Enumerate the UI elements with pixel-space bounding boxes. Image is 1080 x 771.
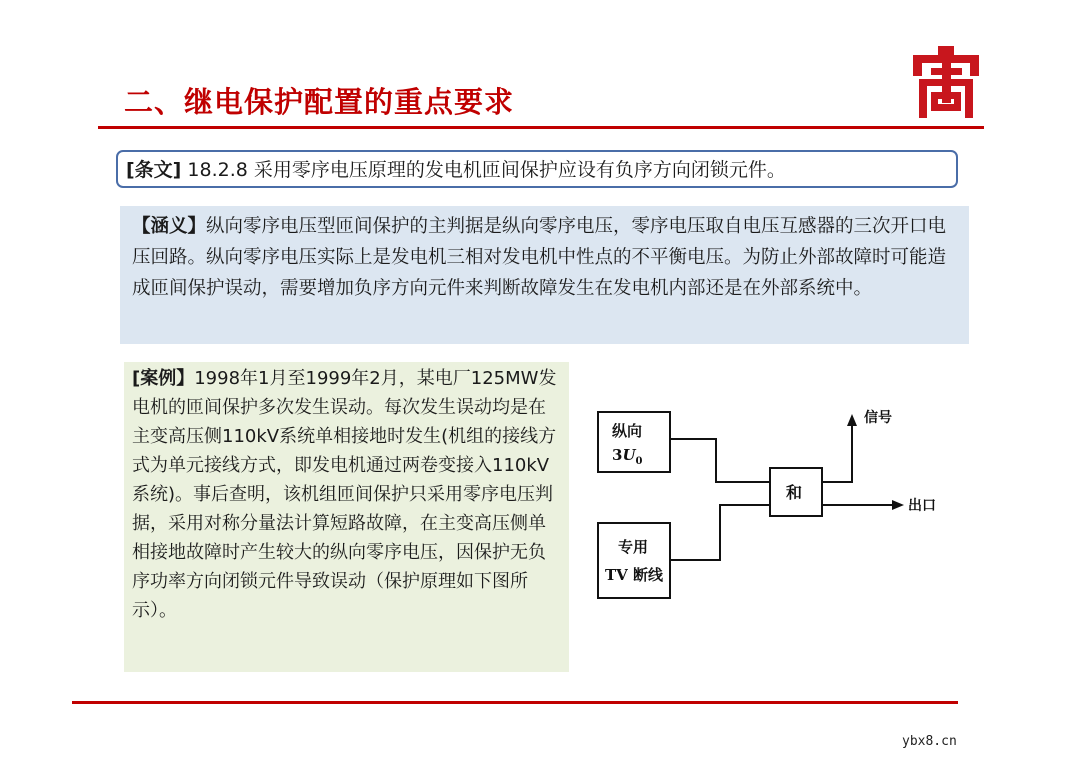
case-tag: [案例】 <box>132 368 195 389</box>
protection-logic-diagram <box>590 390 960 620</box>
slide-title: 二、继电保护配置的重点要求 <box>124 85 515 119</box>
diagram-wires <box>670 422 896 560</box>
company-logo <box>911 46 981 118</box>
case-text: 1998年1月至1999年2月，某电厂125MW发电机的匝间保护多次发生误动。每次发生误动均是在主变高压侧110kV系统单相接地时发生(机组的接线方式为单元接线方式，即发电机通过两卷变接入110kV系统)。事后查明，该机组匝间保护只采用零序电压判据，采用对称分量法计算短路故障，在主变高压侧单相接地故障时产生较大的纵向零序电压，因保护无负序功率方向闭锁元件导致误动（保护原理如下图所示）。 <box>132 368 557 621</box>
box1-line1: 纵向 <box>612 422 643 440</box>
clause-box <box>116 150 958 188</box>
meaning-tag: 【涵义】 <box>132 216 207 237</box>
title-divider <box>98 126 984 129</box>
clause-tag: [条文] <box>126 159 182 181</box>
box2-line2: TV 断线 <box>605 566 664 584</box>
output-label: 出口 <box>908 498 936 514</box>
signal-arrow <box>847 414 857 426</box>
box1-line2: $3U_0$ <box>612 446 643 467</box>
clause-text: 18.2.8 采用零序电压原理的发电机匝间保护应设有负序方向闭锁元件。 <box>181 159 786 181</box>
signal-label: 信号 <box>864 410 892 426</box>
meaning-box <box>120 206 969 344</box>
and-gate-label: 和 <box>786 483 803 502</box>
tv-break-box <box>598 523 670 598</box>
box2-line1: 专用 <box>618 538 649 556</box>
watermark: ybx8.cn <box>902 734 957 749</box>
case-box <box>124 362 569 672</box>
bottom-divider <box>72 701 958 704</box>
meaning-text: 纵向零序电压型匝间保护的主判据是纵向零序电压，零序电压取自电压互感器的三次开口电压回路。纵向零序电压实际上是发电机三相对发电机中性点的不平衡电压。为防止外部故障时可能造成匝间保护误动，需要增加负序方向元件来判断故障发生在发电机内部还是在外部系统中。 <box>132 216 947 299</box>
output-arrow <box>892 500 904 510</box>
